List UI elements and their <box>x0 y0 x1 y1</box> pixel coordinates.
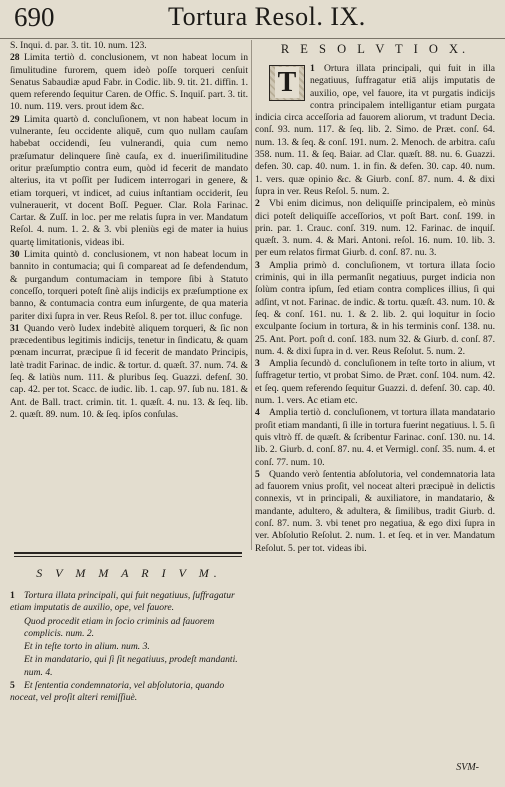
paragraph-text: Vbi enim dicimus, non deliquiſſe principalem, eò minùs dici poteſt deliquiſſe acceſſorios, vt poſt Bart. conſ. 199. in prin. par. 1. Crauc. conſ. 319. num. 12. Farinac. de inquiſ. quæſt. 3. num. 4. & Mari. Antoni. reſol. 16. num. 10. lib. 3. per eum relatos firmat Giurb. d. conſ. 87. nu. 3. <box>255 198 495 259</box>
column-divider <box>251 40 252 550</box>
paragraph-text: Amplia ſecundò d. concluſionem in teſte torto in alium, vt ſuffragetur tertio, vt probat Simo. de Præt. conſ. 104. num. 42. et ſeq. quem referendo ſequitur Guazzi. d. defenſ. 30. cap. 40. num. 1. vers. Ac etiam etc. <box>255 358 495 407</box>
first-paragraph-wrap <box>255 63 495 555</box>
dropcap-initial: T <box>269 65 305 101</box>
left-column <box>10 40 248 421</box>
summarium-text: Et ſententia condemnatoria, vel abſolutoria, quando noceat, vel proſit alteri remiſſiuè. <box>10 680 225 704</box>
summarium-list <box>10 590 248 706</box>
summarium-rule-top <box>14 552 242 554</box>
right-paragraph <box>255 198 495 259</box>
paragraph-text: Amplia tertiò d. concluſionem, vt tortura illata mandatario proſit etiam mandanti, ſi ille in tortura fuerint negatiuus. l. 5. ſi quis vltrò ff. de quæſt. & ſcribentur Farinac. conſ. 130. nu. 14. lib. 2. Giurb. d. conſ. 87. nu. 4. et Vermigl. conſ. 35. num. 4. et conſ. 77. num. 10. <box>255 407 495 468</box>
summarium-title: S V M M A R I V M. <box>36 566 222 580</box>
summarium-text: Tortura illata principali, qui fuit negatiuus, ſuffragatur etiam imputatis de auxilio, ope, vel fauore. <box>10 590 235 614</box>
left-paragraph <box>10 249 248 323</box>
summarium-number: 5 <box>10 680 15 692</box>
summarium-item <box>10 641 248 653</box>
top-reference: S. Inqui. d. par. 3. tit. 10. num. 123. <box>10 40 147 51</box>
summarium-text: Et in teſte torto in alium. num. 3. <box>24 641 150 653</box>
summarium-item <box>10 680 248 705</box>
paragraph-text: Limita quartò d. concluſionem, vt non habeat locum in vulnerante, ſeu occidente aliquē, cum quo nullam cauſam habebat occidendi, ſeu vulnerandi, quia cum nemo præſumatur delinquere ſinè cauſa, ex d. inueriſimilitudine oritur præſumptio contra eum, quòd id fecerit de mandato alterius, ita vt poſſit per Iudicem interrogari in genere, & etiam torqueri, vt indicet, ad cuius inſtantiam occiderit, ſeu vulnerauerit, vt docent Boſſ. Peguer. Clar. Rola Farinac. Cartar. & Zuſſ. in loc. per me relatis ſupra in ver. Mandatum Reſol. 4. num. 1. 2. & 3. vbi pleniùs egi de mater ia huius quartę limitationis, videas ibi. <box>10 113 248 248</box>
right-paragraphs <box>255 63 495 555</box>
summarium-number: 1 <box>10 590 15 601</box>
right-column <box>255 40 495 555</box>
page-number: 690 <box>14 2 55 32</box>
summarium-item <box>10 590 248 615</box>
paragraph-number: 1 <box>310 63 315 74</box>
right-paragraph <box>255 358 495 407</box>
paragraph-number: 30 <box>10 249 20 261</box>
paragraph-text: Limita quintò d. conclusionem, vt non habeat locum in bannito in contumacia; qui ſi compareat ad ſe defendendum, & purgandum contumaciam in tempore ſibi à Statuto conceſſo, torqueri poteſt ſinè alijs indicijs ex præſumptione ex banno, & contumacia contra eum inſurgente, de qua materia pariter dixi ſupra in ver. Reus Reſol. 8. per tot. illuc confuge. <box>10 249 248 322</box>
paragraph-text: Quando verò ſententia abſolutoria, vel condemnatoria lata ad fauorem vnius proſit, vel noceat alteri præcipuè in delictis connexis, vt in principali, & auxiliatore, in mandatario, & mandante, adultero, & adultera, & ſimilibus, tradit Giurb. d. conſ. 87. num. 3. vbi tenet pro negatiua, & ego dixi ſupra in ver. Abſolutio Reſolut. 2. num. 1. et ſeq. et in ver. Mandatum Reſolut. 5. per tot. videas ibi. <box>255 468 495 554</box>
left-paragraph <box>10 323 248 421</box>
resolution-title: R E S O L V T I O X. <box>280 42 470 56</box>
running-head: Tortura Resol. IX. <box>168 2 366 31</box>
paragraph-text: Ortura illata principali, qui fuit in illa negatiuus, ſuffragatur etiā alijs imputatis de auxilio, ope, vel fauore, ita vt purgatis indicijs contra principalem intelligantur etiam purgata indicia circa acceſſoria ad fauorem aliorum, vt tradunt Decia. conſ. 93. num. 117. & ſeq. lib. 2. Simo. de Præt. conſ. 64. num. 13. & ſeq. & conſ. 191. num. 2. Menoch. de arbitra. caſu 358. num. 11. & ſeq. Baiar. ad Clar. quæſt. 88. nu. 6. Guazzi. defen. 30. cap. 40. num. 1. in fin. & defen. 30. cap. 40. num. 1. vers. quæ opinio &c. & Giurb. conſ. 87. num. 4. & dixi ſupra in ver. Reus Reſol. 5. num. 2. <box>255 63 495 197</box>
left-paragraphs <box>10 52 248 421</box>
paragraph-text: Amplia primò d. concluſionem, vt tortura illata ſocio criminis, qui in illa permanſit negatiuus, purget indicia non ſolùm contra ipſum, ſed etiam contra complices illius, ſi qui adſint, vt not. Farinac. de indic. & tortu. quæſt. 43. num. 10. & ſeq. & conſ. 161. nu. 1. & 2. lib. 2. qui loquitur in ſocio exculpante ſocium in tortura, & in his terminis conſ. 138. nu. 25. Ant. Port. poſt d. conſ. 183. num 32. & Giurb. d. conſ. 87. num. 4. & dixi ſupra in d. ver. Reus Reſolut. 5. num. 2. <box>255 259 495 357</box>
page-header <box>0 0 505 39</box>
paragraph-number: 29 <box>10 113 20 125</box>
right-paragraph <box>255 407 495 468</box>
summarium-item <box>10 616 248 641</box>
summarium-rule-bottom <box>14 556 242 557</box>
left-paragraph <box>10 52 248 113</box>
paragraph-text: Limita tertiò d. conclusionem, vt non habeat locum in ſimulitudine furorem, quem ideò poſſe torqueri cenſuit Senatus Sabaudiæ apud Fabr. in Codic. lib. 9. tit. 21. diffin. 1. quem referendo ſequitur Caren. de Offic. S. Inquiſ. part. 3. tit. 10. num. 119. vers. prout idem &c. <box>10 52 248 113</box>
catchword: SVM- <box>456 762 479 773</box>
right-paragraph <box>255 469 495 555</box>
paragraph-number: 2 <box>255 198 260 210</box>
left-paragraph <box>10 114 248 249</box>
summarium-text: Et in mandatario, qui ſi ſit negatiuus, prodeſt mandanti. num. 4. <box>24 654 238 678</box>
paragraph-number: 4 <box>255 407 260 419</box>
summarium-text: Quod procedit etiam in ſocio criminis ad fauorem complicis. num. 2. <box>24 615 215 639</box>
summarium-item <box>10 654 248 679</box>
paragraph-number: 31 <box>10 322 20 334</box>
paragraph-number: 28 <box>10 52 20 64</box>
paragraph-number: 3 <box>255 259 260 271</box>
paragraph-text: Quando verò Iudex indebitè aliquem torqueri, & ſic non præcedentibus legitimis indicijs, tenetur in ſindicatu, & quam pœnam incurrat, præcipue ſi id fecerit de mandato Principis, latè tradit Farinac. de indic. & tortur. d. quæſt. 37. num. 74. & ſeq. & latiùs num. 111. & pluribus ſeq. Guazzi. defenſ. 30. cap. 42. per tot. Scacc. de iudic. lib. 1. cap. 97. ſub nu. 181. & Ant. de Ball. tract. crimin. tit. 1. quæſt. 4. nu. 13. & ſeq. lib. 2. quæſt. 89. num. 10. & ſeq. ipſos conſulas. <box>10 322 248 420</box>
paragraph-number: 5 <box>255 468 260 480</box>
right-paragraph <box>255 260 495 358</box>
paragraph-number: 3 <box>255 358 260 370</box>
